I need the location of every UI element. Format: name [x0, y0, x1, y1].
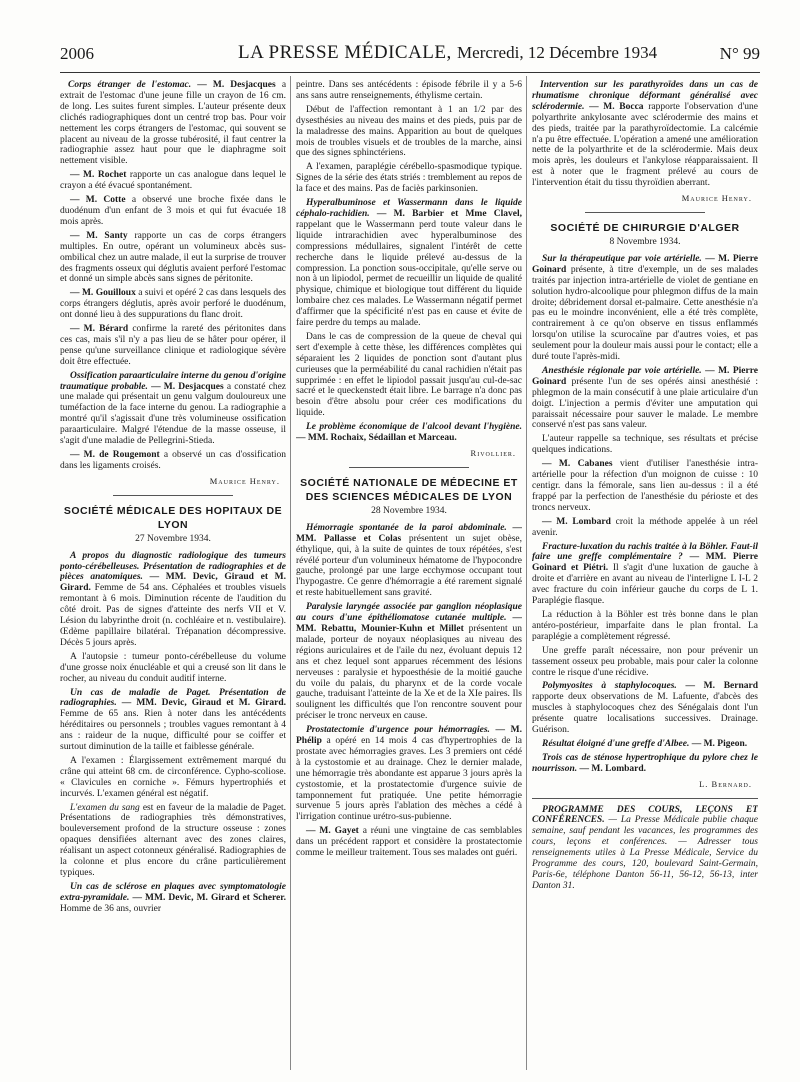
article-text: vient d'utiliser l'anesthésie intra-artérielle pour la réfection d'un moignon de cuisse : 10 centigr. dans la fémorale, sans lien au-dessus : il a été frappé par la perfection de l'anesthésie du périoste et des troncs nerveux.	[532, 459, 758, 513]
article-paragraph	[60, 288, 286, 321]
article-text: Il s'agit d'une luxation de gauche à droite et d'arrière en avant au niveau de l'interligne L I-L 2 avec fracture du coin inférieur gauche du corps de L 1. Paraplégie flasque.	[532, 563, 758, 607]
article-title: Hyperalbuminose et Wassermann dans le liquide céphalo-rachidien.	[296, 198, 522, 219]
programme-title: PROGRAMME DES COURS, LEÇONS ET CONFÉRENCES.	[532, 804, 758, 826]
article-title: Le problème économique de l'alcool devant l'hygiène.	[306, 422, 522, 433]
programme-paragraph	[532, 805, 758, 892]
issue-number: N° 99	[719, 44, 760, 63]
article-text: a constaté chez une malade qui présentait un genu valgum douloureux une tuméfaction de la face interne du genou. La radiographie a montré qu'il s'agissait d'une très volumineuse ossification paraarticulaire. Malgré l'étendue de la masse osseuse, il s'agit d'une maladie de Pellegrini-Stieda.	[60, 381, 286, 447]
section-rule	[585, 212, 705, 213]
article-author: — MM. Devic, Giraud et M. Girard.	[121, 698, 286, 709]
programme-box	[532, 798, 758, 892]
article-paragraph	[296, 422, 522, 444]
signature: Maurice Henry.	[681, 193, 752, 204]
article-text: présente, à titre d'exemple, un de ses malades traités par injection intra-artérielle de violet de gentiane en solution hydro-alcoolique pour phlegmon diffus de la main droite; débridement dorsal et-palmaire. Cette anesthésie n'a pas eu le moindre inconvénient, elle a été très complète, contrairement à ce qu'on observe en tissus enflammés lorsqu'on utilise la scurocaïne par d'autres voies, et pas seulement pour la douleur mais aussi pour le contact; elle a duré toute l'après-midi.	[532, 264, 758, 363]
article-lead: L'examen du sang	[70, 802, 140, 813]
signature: Maurice Henry.	[209, 475, 280, 486]
article-author: — MM. Rebattu, Mounier-Kuhn et Millet	[296, 613, 522, 634]
article-author: — M. Bocca	[589, 101, 644, 112]
article-paragraph	[60, 195, 286, 228]
section-date: 28 Novembre 1934.	[371, 505, 447, 516]
section-date: 8 Novembre 1934.	[609, 236, 681, 247]
article-title: Résultat éloigné d'une greffe d'Albee.	[542, 738, 690, 749]
journal-name: LA PRESSE MÉDICALE,	[238, 42, 452, 63]
article-author: — MM. Devic, Giraud et M. Girard.	[60, 572, 286, 594]
article-text: a réuni une vingtaine de cas semblables dans un précédent rapport et considère la prostatectomie comme le meilleur traitement. Tous ses malades ont guéri.	[296, 826, 522, 859]
article-title: Trois cas de sténose hypertrophique du pylore chez le nourrisson.	[532, 752, 758, 774]
article-title: Sur la thérapeutique par voie artérielle.	[542, 253, 702, 264]
article-paragraph	[532, 366, 758, 431]
article-author: — M. Desjacques	[197, 80, 276, 90]
article-paragraph	[532, 254, 758, 363]
article-author: — M. Rochet	[70, 170, 127, 181]
article-paragraph	[60, 688, 286, 753]
column-divider	[526, 76, 527, 1070]
article-title: A propos du diagnostic radiologique des tumeurs ponto-cérébelleuses. Présentation de radiographies et de pièces anatomiques.	[60, 550, 286, 583]
article-author: — M. Desjacques	[151, 381, 224, 392]
page-header	[60, 38, 760, 68]
article-title: Corps étranger de l'estomac.	[68, 80, 192, 90]
article-text: est en faveur de la maladie de Paget. Présentations de radiographies très démonstratives, bouleversement profond de la structure osseuse : zones opaques densifiées alternant avec des zones claires, réalisant un aspect cotonneux généralisé. Radiographies de la colonne et plus encore du crâne particulièrement typiques.	[60, 802, 286, 878]
article-paragraph	[532, 739, 758, 750]
article-paragraph: Une greffe paraît nécessaire, non pour prévenir un tassement osseux peu probable, mais pour caler la colonne contre le risque d'une récidive.	[532, 645, 758, 678]
signature: Rivollier.	[470, 448, 516, 458]
article-paragraph	[60, 371, 286, 447]
article-text: Homme de 36 ans, ouvrier	[60, 903, 162, 914]
article-author: — M. Pierre Goinard	[532, 253, 758, 275]
article-paragraph	[532, 80, 758, 189]
issue-date: Mercredi, 12 Décembre 1934	[457, 43, 658, 62]
article-author: — M. Barbier et Mme Clavel,	[376, 208, 522, 219]
article-text: présentent un sujet obèse, éthylique, qui, à la suite de quintes de toux répétées, s'est révélé porteur d'un volumineux hématome de l'hypocondre gauche, prolongé par une large ecchymose occupant tout l'hypogastre. Ce genre d'hémorragie a été rarement signalé et reste habituellement sans gravité.	[296, 533, 522, 599]
section-heading: SOCIÉTÉ MÉDICALE DES HOPITAUX DE LYON	[63, 504, 283, 531]
article-paragraph: peintre. Dans ses antécédents : épisode fébrile il y a 5-6 ans sans autre renseignements, éthylisme certain.	[296, 80, 522, 101]
article-author: — MM. Rochaix, Sédaillan et Marceau.	[296, 433, 457, 444]
article-author: — M. Phélip	[296, 725, 522, 747]
programme-text: — La Presse Médicale publie chaque semaine, sauf pendant les vacances, les programmes des cours, leçons et conférences. — Adresser tous renseignements utiles à La Presse Médicale, Service du Programme des cours, 120, boulevard Saint-Germain, Paris-6e, téléphone Danton 56-11, 56-12, 56-13, inter Danton 31.	[532, 815, 758, 891]
article-paragraph	[532, 753, 758, 775]
article-paragraph	[60, 170, 286, 192]
article-text: a opéré en 14 mois 4 cas d'hypertrophies de la prostate avec hémorragies graves. Les 3 premiers ont cédé à la cystostomie et au drainage. Chez le dernier malade, une hémorragie très abondante est apparue 3 jours après la cystostomie, et la prostatectomie d'urgence suivie de tamponnement fut pratiquée. Une petite hémorragie survenue 5 jours après l'ablation des mèches a cédé à l'irrigation continue urétro-sus-pubienne.	[296, 736, 522, 823]
article-text: rapporte un cas analogue dans lequel le crayon a été évacué spontanément.	[60, 170, 286, 192]
article-paragraph: A l'examen, paraplégie cérébello-spasmodique typique. Signes de la série des états striés : tremblement au repos de la face et des mains. Pas de faciès parkinsonien.	[296, 162, 522, 195]
article-text: a extrait de l'estomac d'une jeune fille un crayon de 16 cm. de long. Les suites furent simples. L'auteur présente deux clichés radiographiques dont un centré trop bas. Pour voir nettement les corps étrangers de l'estomac, qui souvent se placent au niveau de la grosse tubérosité, il faut centrer la radiographie assez haut pour que le diaphragme soit nettement visible.	[60, 80, 286, 167]
article-author: — M. Cotte	[70, 195, 126, 206]
article-author: — M. Lombard.	[579, 763, 647, 774]
article-paragraph	[60, 324, 286, 368]
article-author: — M. Santy	[70, 230, 128, 241]
article-author: — M. de Rougemont	[70, 450, 160, 460]
page-number: 2006	[60, 44, 94, 63]
article-author: — M. Gouilloux	[70, 288, 136, 299]
section-rule	[349, 467, 469, 468]
column-divider	[290, 76, 291, 1070]
article-title: Fracture-luxation du rachis traitée à la Böhler. Faut-il faire une greffe complémentaire ?	[532, 541, 758, 563]
article-text: présente l'un de ses opérés ainsi anesthésié : phlegmon de la main consécutif à une plaie articulaire d'un doigt. L'injection a permis d'éviter une amputation qui paraissait nécessaire pour sauver le malade. Le membre conservé n'est pas sans valeur.	[532, 376, 758, 431]
article-paragraph	[60, 450, 286, 472]
article-paragraph	[60, 882, 286, 915]
article-author: — M. Gayet	[306, 826, 359, 837]
article-title: Hémorragie spontanée de la paroi abdominale.	[306, 522, 507, 533]
header-rule	[60, 72, 760, 73]
article-text: présentent un malade, porteur de noyaux néoplasiques au niveau des régions auriculaires et de l'aile du nez, évoluant depuis 12 ans et chez lequel sont apparues récemment des lésions nerveuses : paralysie et hypoesthésie de la moitié gauche du voile du palais, du pharynx et de la corde vocale gauche, traduisant l'atteinte de la Xe et de la XIe paires. Ils soulignent les difficultés que l'on rencontre souvent pour préciser le tronc nerveux en cause.	[296, 623, 522, 722]
article-text: confirme la rareté des péritonites dans ces cas, mais s'il n'y a pas lieu de se hâter pour opérer, il pense qu'une surveillance clinique et radiologique sévère doit être effectuée.	[60, 324, 286, 367]
article-text: rappelant que le Wassermann perd toute valeur dans le liquide intrarachidien avec hyperalbuminose des compressions médullaires, signalent l'intérêt de cette recherche dans le liquide prélevé au-dessus de la compression. La ponction sous-occipitale, qu'elle serve ou non à un lipiodol, permet de recueillir un liquide de qualité physique, chimique et biologique tout différent du liquide lombaire chez ces malades. Le Wassermann négatif permet d'affirmer que la spécificité n'est pas en cause et évite de faire perdre du temps au malade.	[296, 219, 522, 329]
article-paragraph	[296, 523, 522, 599]
column-2	[296, 80, 522, 1072]
article-author: — M. Pierre Goinard	[532, 365, 758, 387]
article-author: — M. Pigeon.	[691, 738, 748, 749]
signature: L. Bernard.	[699, 778, 752, 789]
article-text: Femme de 65 ans. Rien à noter dans les antécédents héréditaires ou personnels ; troubles vagues remontant à 4 ans : raideur de la nuque, difficulté pour se coiffer et surtout diminution de la taille et faiblesse générale.	[60, 709, 286, 753]
section-heading: SOCIÉTÉ DE CHIRURGIE D'ALGER	[550, 221, 740, 234]
article-paragraph: L'auteur rappelle sa technique, ses résultats et précise quelques indications.	[532, 434, 758, 456]
article-title: Prostatectomie d'urgence pour hémorragies.	[306, 725, 490, 736]
article-text: rapporte deux observations de M. Lafuente, d'abcès des muscles à staphylocoques chez des Sénégalais dont l'un présente quatre localisations successives. Drainage. Guérison.	[532, 692, 758, 736]
article-paragraph	[296, 602, 522, 722]
article-author: — MM. Devic, M. Girard et Scherer.	[132, 892, 286, 903]
article-title: Polymyosites à staphylocoques.	[542, 681, 677, 692]
article-text: a suivi et opéré 2 cas dans lesquels des corps étrangers déglutis, après avoir perforé le duodénum, ont donné lieu à des suppurations du flanc droit.	[60, 288, 286, 321]
article-paragraph	[296, 725, 522, 823]
article-text: a observé une broche fixée dans le duodénum d'un enfant de 3 mois et qui fut évacuée 18 mois après.	[60, 195, 286, 227]
article-paragraph: Début de l'affection remontant à 1 an 1/2 par des dysesthésies au niveau des mains et des pieds, puis par de la maladresse des mains. Apparition au bout de quelques mois de troubles visuels et de troubles de la marche, ainsi que des signes sphinctériens.	[296, 104, 522, 159]
article-paragraph	[60, 231, 286, 286]
article-paragraph: La réduction à la Böhler est très bonne dans le plan antéro-postérieur, imparfaite dans le plan frontal. La paraplégie a complètement régressé.	[532, 609, 758, 642]
article-title: Intervention sur les parathyroïdes dans un cas de rhumatisme chronique déformant généralisé avec sclérodermie.	[532, 80, 758, 112]
article-title: Paralysie laryngée associée par ganglion néoplasique au cours d'une épithéliomatose cutanée multiple.	[296, 602, 522, 624]
article-text: croit la méthode appelée à un réel avenir.	[532, 516, 758, 538]
article-paragraph: A l'autopsie : tumeur ponto-cérébelleuse du volume d'une grosse noix énucléable et qui a creusé son lit dans le rocher, au niveau du conduit auditif interne.	[60, 651, 286, 684]
article-paragraph	[60, 80, 286, 167]
article-paragraph: Dans le cas de compression de la queue de cheval qui sert d'exemple à cette thèse, les différences complètes qui séparaient les 2 liquides de ponction sont d'autant plus curieuses que la perméabilité du canal rachidien n'était pas supprimée : en effet le lipiodol passait jusqu'au cul-de-sac sacré et le queckenstedt était libre. Le barrage n'a donc pas besoin d'être absolu pour créer ces modifications du liquide.	[296, 331, 522, 419]
article-author: — MM. Pallasse et Colas	[296, 522, 522, 544]
article-text: Femme de 54 ans. Céphalées et troubles visuels remontant à 6 mois. Diminution récente de l'audition du côté droit. Pas de signes d'atteinte des nerfs VII et V. Lésion du labyrinthe droit (n. cochléaire et n. vestibulaire). Œdème papillaire bilatéral. Trépanation décompressive. Décès 5 jours après.	[60, 583, 286, 648]
article-paragraph	[60, 803, 286, 879]
article-title: Anesthésie régionale par voie artérielle.	[542, 365, 702, 376]
article-author: — M. Cabanes	[542, 459, 613, 470]
article-author: — M. Bérard	[70, 324, 129, 335]
section-heading: SOCIÉTÉ NATIONALE DE MÉDECINE ET DES SCIENCES MÉDICALES DE LYON	[300, 476, 518, 503]
article-author: — M. Bernard	[685, 681, 758, 692]
article-text: rapporte un cas de corps étrangers multiples. En outre, opérant un volumineux abcès sus-ombilical chez un autre malade, il eut la surprise de trouver des fragments osseux qui déglutis avaient perforé l'estomac et donné un simple abcès sans signes de péritonite.	[60, 230, 286, 285]
article-title: Ossification paraarticulaire interne du genou d'origine traumatique probable.	[60, 370, 286, 392]
article-paragraph	[532, 681, 758, 736]
article-paragraph	[296, 198, 522, 329]
article-paragraph	[532, 517, 758, 539]
article-paragraph	[532, 459, 758, 514]
article-paragraph: A l'examen : Élargissement extrêmement marqué du crâne qui atteint 68 cm. de circonférence. Cypho-scoliose. « Clavicules en corniche ». Fémurs hypertrophiés et incurvés. L'examen général est négatif.	[60, 755, 286, 799]
journal-title	[238, 42, 657, 64]
article-title: Un cas de maladie de Paget. Présentation de radiographies.	[60, 687, 286, 709]
article-author: — M. Lombard	[542, 516, 611, 527]
article-paragraph	[60, 551, 286, 649]
column-3	[532, 80, 758, 1072]
section-date: 27 Novembre 1934.	[135, 533, 211, 544]
article-paragraph	[296, 826, 522, 859]
article-text: rapporte l'observation d'une polyarthrite ankylosante avec sclérodermie des mains et des pieds, traitée par la parathyroïdectomie. La calcémie n'a pu être effectuée. L'opération a amené une amélioration nette de la polyarthrite et de la sclérodermie. Mais deux mois après, les douleurs et l'ankylose réapparaissaient. Il est à noter que le fragment prélevé au cours de l'intervention était du tissu thyroïdien aberrant.	[532, 101, 758, 189]
article-text: a observé un cas d'ossification dans les ligaments croisés.	[60, 450, 286, 471]
article-author: — MM. Pierre Goinard et Piétri.	[532, 552, 758, 574]
column-1	[60, 80, 286, 1072]
article-title: Un cas de sclérose en plaques avec symptomatologie extra-pyramidale.	[60, 881, 286, 903]
article-paragraph	[532, 542, 758, 607]
section-rule	[113, 495, 233, 496]
